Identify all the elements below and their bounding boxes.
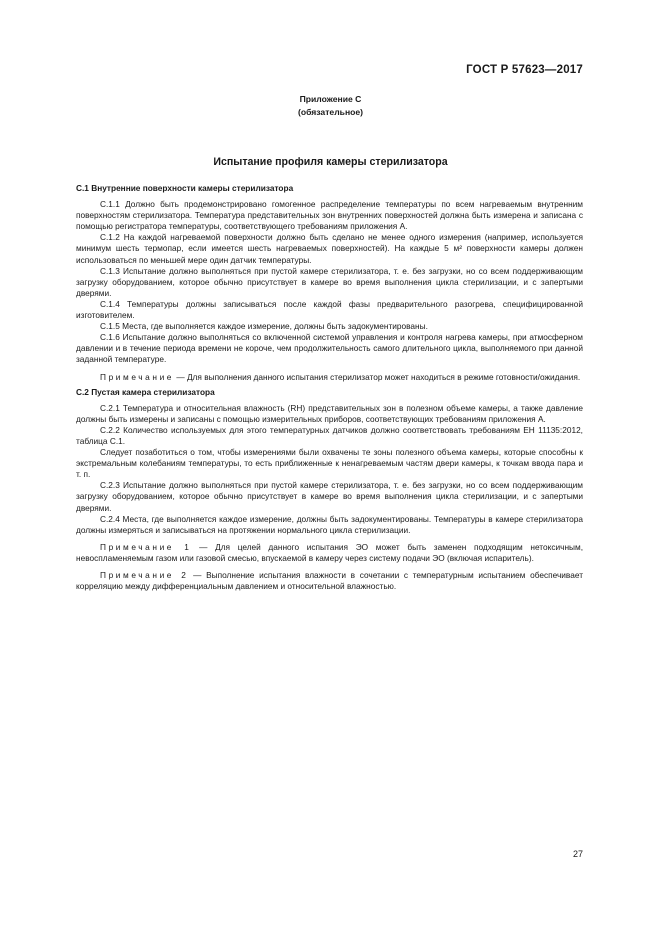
note-c2-2	[76, 570, 583, 592]
note-c2-1	[76, 542, 583, 564]
annex-subtitle: (обязательное)	[297, 107, 364, 117]
page-number: 27	[572, 849, 583, 859]
paragraph-c2-2-cont: Следует позаботиться о том, чтобы измерениями были охвачены те зоны полезного объема камеры, которые способны к экстремальным колебаниям температуры, то есть приближенные к ненагреваемым частям двери камеры, к точкам ввода пара и т. п.	[76, 447, 583, 480]
note-text: — Для целей данного испытания ЭО может быть заменен подходящим нетоксичным, невоспламеняемым газом или газовой смесью, впускаемой в камеру через систему подачи ЭО (включая испаритель).	[76, 541, 583, 563]
standard-code: ГОСТ Р 57623—2017	[466, 64, 583, 76]
note-label: Примечание 1	[100, 541, 192, 552]
paragraph-c1-1: С.1.1 Должно быть продемонстрировано гомогенное распределение температуры по всем нагреваемым внутренним поверхностям стерилизатора. Температура представительных зон внутренних поверхностей должна быть измерена и записана с помощью регистратора температуры, соответствующего требованиям приложения А.	[76, 199, 583, 232]
paragraph-c1-2: С.1.2 На каждой нагреваемой поверхности должно быть сделано не менее одного измерения (например, используется минимум шесть термопар, если имеется шесть нагреваемых поверхностей). На каждые 5 м² поверхности камеры должен использоваться по меньшей мере один датчик температуры.	[76, 232, 583, 265]
paragraph-c2-1: С.2.1 Температура и относительная влажность (RH) представительных зон в полезном объеме камеры, а также давление должны быть измерены и записаны с помощью измерительных приборов, соответствующих требованиям приложения А.	[76, 402, 583, 424]
paragraph-c1-3: С.1.3 Испытание должно выполняться при пустой камере стерилизатора, т. е. без загрузки, но со всем поддерживающим загрузку оборудованием, которое обычно присутствует в камере во время выполнения цикла стерилизации, и с запертыми дверями.	[76, 265, 583, 298]
note-text: — Для выполнения данного испытания стерилизатор может находиться в режиме готовности/ожидания.	[174, 371, 581, 382]
main-title: Испытание профиля камеры стерилизатора	[213, 156, 448, 168]
section-heading-c1: С.1 Внутренние поверхности камеры стерилизатора	[76, 183, 294, 193]
note-c1	[76, 372, 583, 383]
annex-title: Приложение С	[299, 94, 362, 104]
note-label: Примечание	[100, 371, 175, 382]
paragraph-c2-4: С.2.4 Места, где выполняется каждое измерение, должны быть задокументированы. Температуры в камере стерилизатора должны измеряться и записываться на протяжении нормального цикла стерилизации.	[76, 513, 583, 535]
paragraph-c1-5: С.1.5 Места, где выполняется каждое измерение, должны быть задокументированы.	[100, 321, 428, 332]
note-text: — Выполнение испытания влажности в сочетании с температурным испытанием обеспечивает корреляцию между дифференциальным давлением и относительной влажностью.	[76, 570, 583, 592]
paragraph-c1-4: С.1.4 Температуры должны записываться после каждой фазы предварительного разогрева, специфицированной изготовителем.	[76, 298, 583, 321]
paragraph-c2-3: С.2.3 Испытание должно выполняться при пустой камере стерилизатора, т. е. без загрузки, но со всем поддерживающим загрузку оборудованием, которое обычно присутствует в камере во время выполнения цикла стерилизации, и с запертыми дверями.	[76, 480, 583, 513]
section-heading-c2: С.2 Пустая камера стерилизатора	[76, 386, 215, 397]
paragraph-c2-2: С.2.2 Количество используемых для этого температурных датчиков должно соответствовать требованиям ЕН 11135:2012, таблица С.1.	[76, 424, 583, 446]
content-body	[76, 183, 583, 592]
note-label: Примечание 2	[100, 570, 189, 580]
paragraph-c1-6: С.1.6 Испытание должно выполняться со включенной системой управления и контроля нагрева камеры, при атмосферном давлении и в течение периода времени не короче, чем продолжительность самого длительного цикла, выполняемого при данной заданной температуре.	[76, 332, 583, 365]
